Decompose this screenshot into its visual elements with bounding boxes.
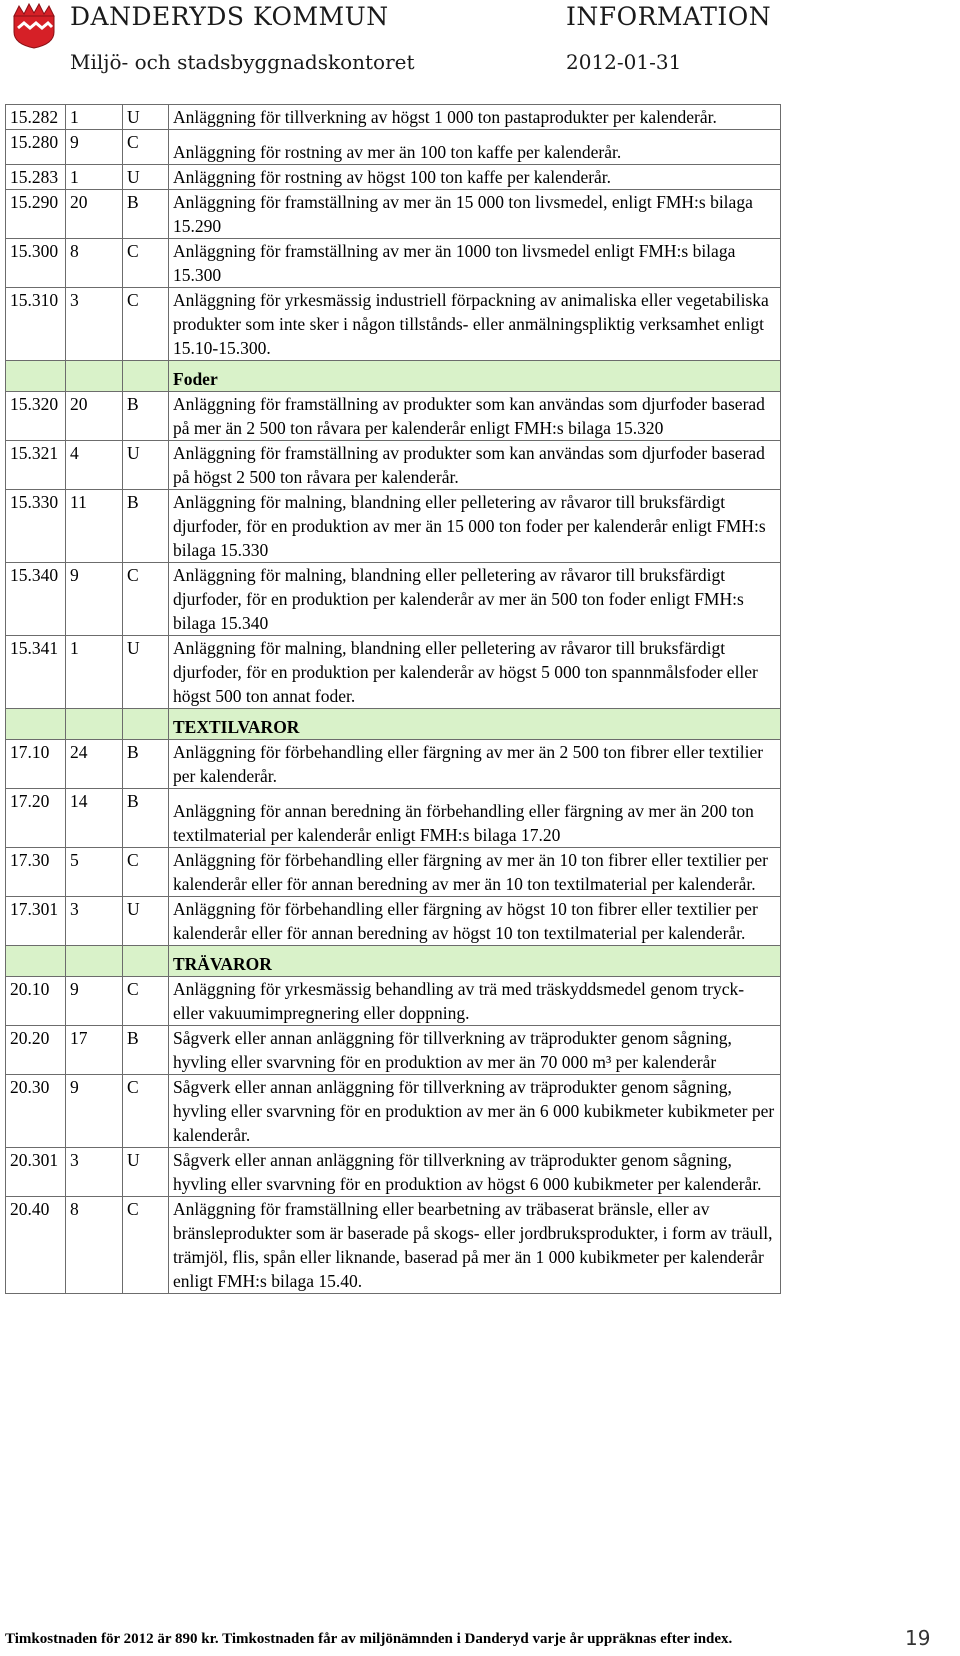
table-row <box>6 789 781 848</box>
section-empty-cell <box>66 709 123 740</box>
activity-class: C <box>123 848 169 897</box>
document-date: 2012-01-31 <box>566 50 682 74</box>
activity-class: B <box>123 392 169 441</box>
activity-description: Anläggning för framställning av produkter som kan användas som djurfoder baserad på mer än 2 500 ton råvara per kalenderår enligt FMH:s bilaga 15.320 <box>169 392 781 441</box>
section-heading: TEXTILVAROR <box>169 709 781 740</box>
activity-class: U <box>123 165 169 190</box>
activity-class: U <box>123 1148 169 1197</box>
activity-class: B <box>123 740 169 789</box>
activity-description: Anläggning för förbehandling eller färgning av mer än 10 ton fibrer eller textilier per kalenderår eller för annan beredning av mer än 10 ton textilmaterial per kalenderår. <box>169 848 781 897</box>
activity-code: 20.30 <box>6 1075 66 1148</box>
table-row <box>6 636 781 709</box>
fee-points: 1 <box>66 105 123 130</box>
activity-class: C <box>123 977 169 1026</box>
activity-description: Sågverk eller annan anläggning för tillverkning av träprodukter genom sågning, hyvling eller svarvning för en produktion av högst 6 000 kubikmeter per kalenderår. <box>169 1148 781 1197</box>
fee-points: 11 <box>66 490 123 563</box>
activity-class: B <box>123 190 169 239</box>
fee-points: 20 <box>66 392 123 441</box>
activity-description: Anläggning för framställning av mer än 15 000 ton livsmedel, enligt FMH:s bilaga 15.290 <box>169 190 781 239</box>
municipal-crest-icon <box>10 2 58 50</box>
activity-description: Anläggning för framställning av produkter som kan användas som djurfoder baserad på högst 2 500 ton råvara per kalenderår. <box>169 441 781 490</box>
activity-class: U <box>123 636 169 709</box>
section-empty-cell <box>66 946 123 977</box>
activity-description: Anläggning för rostning av högst 100 ton kaffe per kalenderår. <box>169 165 781 190</box>
activity-code: 17.30 <box>6 848 66 897</box>
fee-points: 9 <box>66 563 123 636</box>
activity-class: U <box>123 441 169 490</box>
activity-code: 15.320 <box>6 392 66 441</box>
activity-description: Anläggning för rostning av mer än 100 ton kaffe per kalenderår. <box>169 130 781 165</box>
activity-class: C <box>123 1197 169 1294</box>
activity-description: Anläggning för yrkesmässig behandling av trä med träskyddsmedel genom tryck- eller vakuumimpregnering eller doppning. <box>169 977 781 1026</box>
activity-description: Anläggning för framställning av mer än 1000 ton livsmedel enligt FMH:s bilaga 15.300 <box>169 239 781 288</box>
activity-class: B <box>123 1026 169 1075</box>
table-row <box>6 848 781 897</box>
fee-points: 5 <box>66 848 123 897</box>
table-row <box>6 563 781 636</box>
activity-code: 17.301 <box>6 897 66 946</box>
fee-points: 8 <box>66 1197 123 1294</box>
activity-class: C <box>123 1075 169 1148</box>
section-empty-cell <box>123 361 169 392</box>
activity-description: Anläggning för tillverkning av högst 1 000 ton pastaprodukter per kalenderår. <box>169 105 781 130</box>
fee-points: 3 <box>66 897 123 946</box>
table-row <box>6 490 781 563</box>
activity-description: Anläggning för förbehandling eller färgning av högst 10 ton fibrer eller textilier per kalenderår eller för annan beredning av högst 10 ton textilmaterial per kalenderår. <box>169 897 781 946</box>
table-row <box>6 1026 781 1075</box>
page-header <box>0 0 960 80</box>
activity-code: 15.310 <box>6 288 66 361</box>
activity-class: B <box>123 789 169 848</box>
activity-description: Anläggning för framställning eller bearbetning av träbaserat bränsle, eller av bränsleprodukter som är baserade på skogs- eller jordbruksprodukter, i form av träull, trämjöl, flis, spån eller liknande, baserad på mer än 1 000 kubikmeter per kalenderår enligt FMH:s bilaga 15.40. <box>169 1197 781 1294</box>
table-row <box>6 130 781 165</box>
section-heading-row <box>6 709 781 740</box>
activity-code: 20.40 <box>6 1197 66 1294</box>
activity-description: Anläggning för annan beredning än förbehandling eller färgning av mer än 200 ton textilmaterial per kalenderår enligt FMH:s bilaga 17.20 <box>169 789 781 848</box>
activity-code: 15.283 <box>6 165 66 190</box>
fee-points: 3 <box>66 288 123 361</box>
activity-description: Anläggning för malning, blandning eller pelletering av råvaror till bruksfärdigt djurfoder, för en produktion per kalenderår av högst 5 000 ton spannmålsfoder eller högst 500 ton annat foder. <box>169 636 781 709</box>
fee-points: 9 <box>66 1075 123 1148</box>
activity-code: 15.300 <box>6 239 66 288</box>
table-row <box>6 165 781 190</box>
activity-description: Sågverk eller annan anläggning för tillverkning av träprodukter genom sågning, hyvling eller svarvning för en produktion av mer än 70 000 m³ per kalenderår <box>169 1026 781 1075</box>
section-heading: TRÄVAROR <box>169 946 781 977</box>
fee-points: 4 <box>66 441 123 490</box>
page-number: 19 <box>905 1626 931 1650</box>
table-row <box>6 105 781 130</box>
activity-class: C <box>123 130 169 165</box>
doc-type: INFORMATION <box>566 2 772 31</box>
activity-code: 17.10 <box>6 740 66 789</box>
table-row <box>6 1197 781 1294</box>
table-row <box>6 897 781 946</box>
fee-points: 17 <box>66 1026 123 1075</box>
fee-points: 14 <box>66 789 123 848</box>
activity-class: C <box>123 563 169 636</box>
activity-class: U <box>123 105 169 130</box>
fee-points: 20 <box>66 190 123 239</box>
activity-code: 15.280 <box>6 130 66 165</box>
activity-description: Anläggning för malning, blandning eller pelletering av råvaror till bruksfärdigt djurfoder, för en produktion av mer än 15 000 ton foder per kalenderår enligt FMH:s bilaga 15.330 <box>169 490 781 563</box>
table-row <box>6 190 781 239</box>
footer-note: Timkostnaden för 2012 är 890 kr. Timkostnaden får av miljönämnden i Danderyd varje år uppräknas efter index. <box>5 1631 733 1647</box>
fee-points: 8 <box>66 239 123 288</box>
activity-code: 15.290 <box>6 190 66 239</box>
fee-points: 24 <box>66 740 123 789</box>
section-heading: Foder <box>169 361 781 392</box>
department-name: Miljö- och stadsbyggnadskontoret <box>70 50 415 74</box>
fee-points: 1 <box>66 165 123 190</box>
activity-description: Anläggning för malning, blandning eller pelletering av råvaror till bruksfärdigt djurfoder, för en produktion per kalenderår av mer än 500 ton foder enligt FMH:s bilaga 15.340 <box>169 563 781 636</box>
activity-description: Anläggning för förbehandling eller färgning av mer än 2 500 ton fibrer eller textilier per kalenderår. <box>169 740 781 789</box>
section-empty-cell <box>123 946 169 977</box>
table-row <box>6 977 781 1026</box>
table-body <box>6 105 781 1294</box>
activity-description: Sågverk eller annan anläggning för tillverkning av träprodukter genom sågning, hyvling eller svarvning för en produktion av mer än 6 000 kubikmeter kubikmeter per kalenderår. <box>169 1075 781 1148</box>
activity-code: 15.340 <box>6 563 66 636</box>
activity-class: C <box>123 288 169 361</box>
fee-points: 9 <box>66 977 123 1026</box>
activity-class: U <box>123 897 169 946</box>
section-empty-cell <box>123 709 169 740</box>
activity-code: 15.330 <box>6 490 66 563</box>
activity-code: 15.321 <box>6 441 66 490</box>
table-row <box>6 1148 781 1197</box>
activity-code: 17.20 <box>6 789 66 848</box>
org-name: DANDERYDS KOMMUN <box>70 2 389 31</box>
section-empty-cell <box>6 946 66 977</box>
table-row <box>6 288 781 361</box>
fee-points: 9 <box>66 130 123 165</box>
section-empty-cell <box>6 361 66 392</box>
section-heading-row <box>6 361 781 392</box>
table-row <box>6 1075 781 1148</box>
activity-classification-table <box>5 104 781 1294</box>
activity-code: 15.282 <box>6 105 66 130</box>
activity-class: C <box>123 239 169 288</box>
activity-class: B <box>123 490 169 563</box>
activity-code: 20.301 <box>6 1148 66 1197</box>
fee-points: 3 <box>66 1148 123 1197</box>
section-empty-cell <box>6 709 66 740</box>
section-heading-row <box>6 946 781 977</box>
table-row <box>6 441 781 490</box>
fee-points: 1 <box>66 636 123 709</box>
table-row <box>6 239 781 288</box>
table-row <box>6 392 781 441</box>
activity-code: 20.20 <box>6 1026 66 1075</box>
activity-code: 15.341 <box>6 636 66 709</box>
table-row <box>6 740 781 789</box>
section-empty-cell <box>66 361 123 392</box>
activity-code: 20.10 <box>6 977 66 1026</box>
activity-description: Anläggning för yrkesmässig industriell förpackning av animaliska eller vegetabiliska produkter som inte sker i någon tillstånds- eller anmälningspliktig verksamhet enligt 15.10-15.300. <box>169 288 781 361</box>
